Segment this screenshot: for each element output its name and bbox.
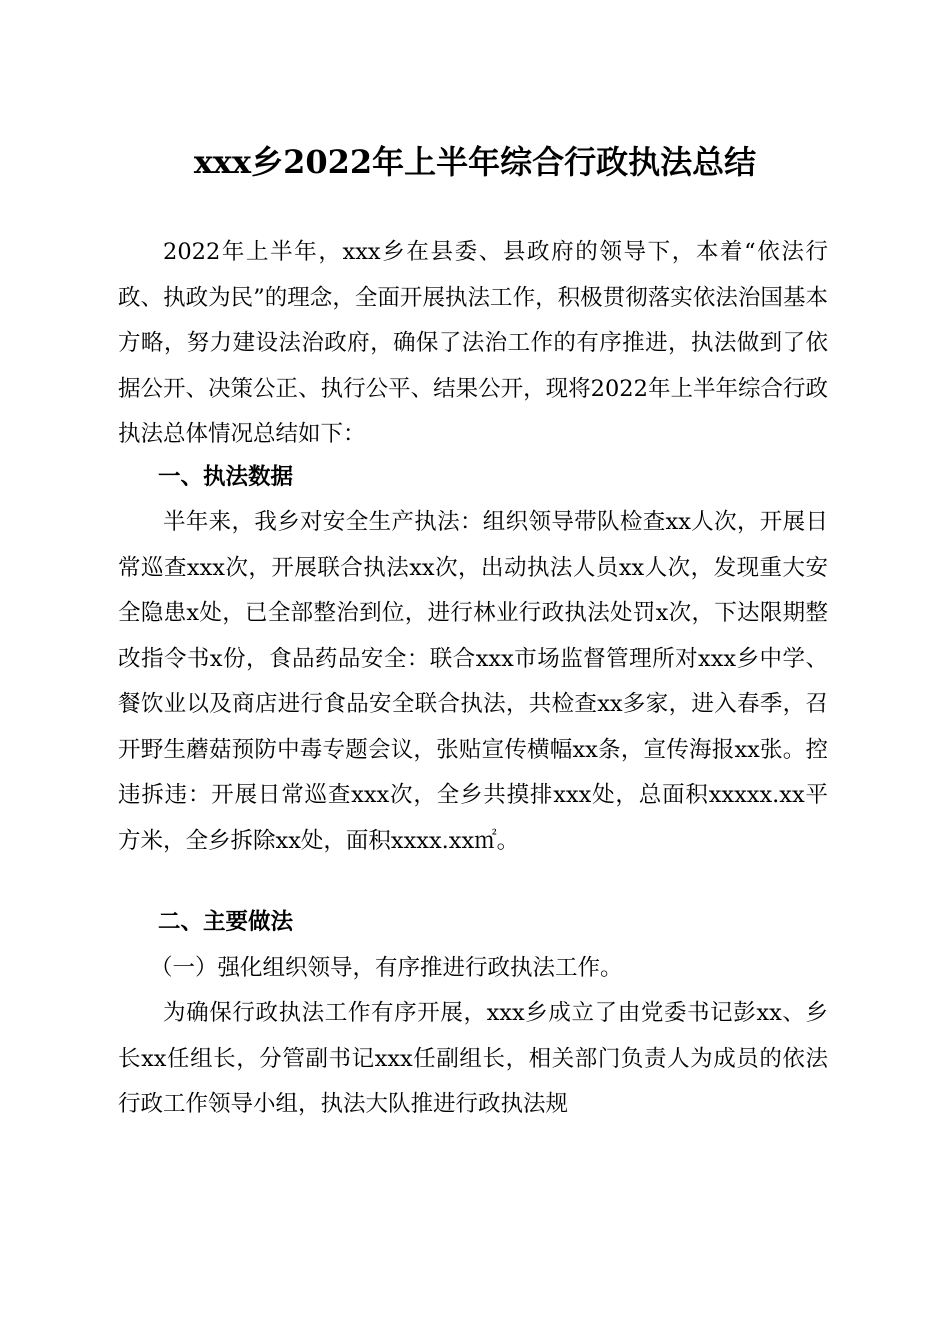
- section-heading-enforcement-data: 一、执法数据: [158, 464, 294, 490]
- document-title: xxx乡2022年上半年综合行政执法总结: [193, 143, 757, 181]
- organization-paragraph: 为确保行政执法工作有序开展，xxx乡成立了由党委书记彭xx、乡长xx任组长，分管副书记xxx任副组长，相关部门负责人为成员的依法行政工作领导小组，执法大队推进行政执法规: [118, 1000, 828, 1117]
- enforcement-data-paragraph: 半年来，我乡对安全生产执法：组织领导带队检查xx人次，开展日常巡查xxx次，开展联合执法xx次，出动执法人员xx人次，发现重大安全隐患x处，已全部整治到位，进行林业行政执法处罚x次，下达限期整改指令书x份，食品药品安全：联合xxx市场监督管理所对xxx乡中学、餐饮业以及商店进行食品安全联合执法，共检查xx多家，进入春季，召开野生蘑菇预防中毒专题会议，张贴宣传横幅xx条，宣传海报xx张。控违拆违：开展日常巡查xxx次，全乡共摸排xxx处，总面积xxxxx.xx平方米，全乡拆除xx处，面积xxxx.xx㎡。: [118, 509, 828, 854]
- intro-paragraph: 2022年上半年，xxx乡在县委、县政府的领导下，本着“依法行政、执政为民”的理念，全面开展执法工作，积极贯彻落实依法治国基本方略，努力建设法治政府，确保了法治工作的有序推进，执法做到了依据公开、决策公正、执行公平、结果公开，现将2022年上半年综合行政执法总体情况总结如下：: [118, 239, 828, 447]
- subsection-heading-organization: （一）强化组织领导，有序推进行政执法工作。: [150, 955, 623, 981]
- section-heading-main-practices: 二、主要做法: [158, 909, 294, 935]
